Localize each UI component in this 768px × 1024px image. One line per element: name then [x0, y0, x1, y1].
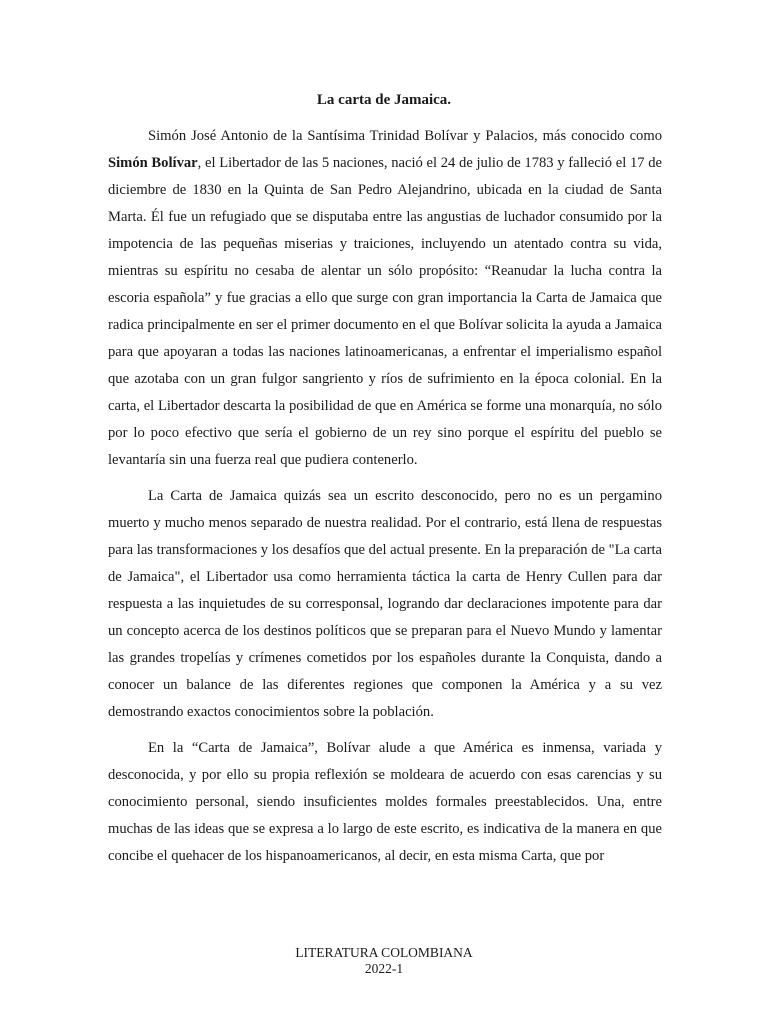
paragraph-1 [108, 123, 662, 474]
paragraph-1-text-end: , el Libertador de las 5 naciones, nació el 24 de julio de 1783 y falleció el 17 de diciembre de 1830 en la Quinta de San Pedro Alejandrino, ubicada en la ciudad de Santa Marta. Él fue un refugiado que se disputaba entre las angustias de luchador consumido por la impotencia de las pequeñas miserias y traiciones, incluyendo un atentado contra su vida, mientras su espíritu no cesaba de alentar un sólo propósito: “Reanudar la lucha contra la escoria española” y fue gracias a ello que surge con gran importancia la Carta de Jamaica que radica principalmente en ser el primer documento en el que Bolívar solicita la ayuda a Jamaica para que apoyaran a todas las naciones latinoamericanas, a enfrentar el imperialismo español que azotaba con un gran fulgor sangriento y ríos de sufrimiento en la época colonial. En la carta, el Libertador descarta la posibilidad de que en América se forme una monarquía, no sólo por lo poco efectivo que sería el gobierno de un rey sino porque el espíritu del pueblo se levantaría sin una fuerza real que pudiera contenerlo. [108, 155, 662, 468]
page-footer [0, 945, 768, 977]
paragraph-2: La Carta de Jamaica quizás sea un escrito desconocido, pero no es un pergamino muerto y mucho menos separado de nuestra realidad. Por el contrario, está llena de respuestas para las transformaciones y los desafíos que del actual presente. En la preparación de "La carta de Jamaica", el Libertador usa como herramienta táctica la carta de Henry Cullen para dar respuesta a las inquietudes de su corresponsal, logrando dar declaraciones impotente para dar un concepto acerca de los destinos políticos que se preparan para el Nuevo Mundo y lamentar las grandes tropelías y crímenes cometidos por los españoles durante la Conquista, dando a conocer un balance de las diferentes regiones que componen la América y a su vez demostrando exactos conocimientos sobre la población. [108, 488, 662, 720]
bold-name: Simón Bolívar [108, 155, 198, 171]
footer-term: 2022-1 [364, 961, 404, 976]
footer-course: LITERATURA COLOMBIANA [295, 945, 473, 960]
document-body [108, 123, 662, 879]
paragraph-1-text-start: Simón José Antonio de la Santísima Trinidad Bolívar y Palacios, más conocido como [148, 128, 662, 144]
paragraph-3: En la “Carta de Jamaica”, Bolívar alude a que América es inmensa, variada y desconocida, y por ello su propia reflexión se moldeara de acuerdo con esas carencias y su conocimiento personal, siendo insuficientes moldes formales preestablecidos. Una, entre muchas de las ideas que se expresa a lo largo de este escrito, es indicativa de la manera en que concibe el quehacer de los hispanoamericanos, al decir, en esta misma Carta, que por [108, 740, 662, 864]
document-title: La carta de Jamaica. [316, 92, 452, 108]
